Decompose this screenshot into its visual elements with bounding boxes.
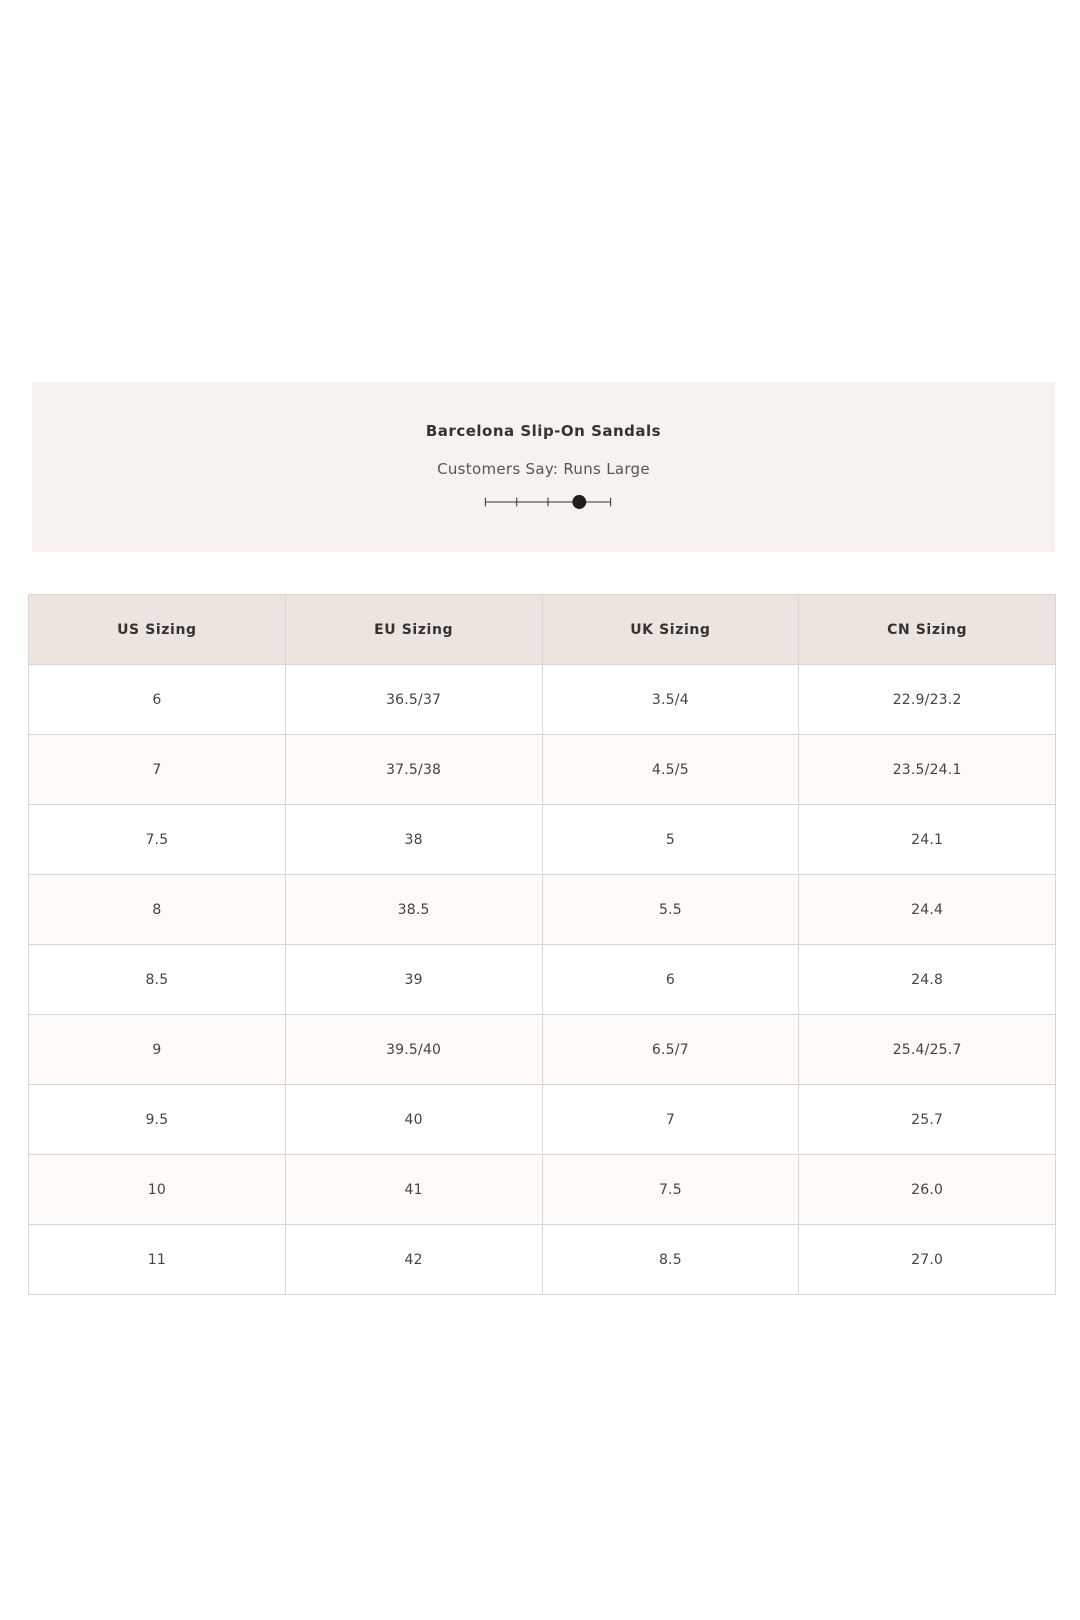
- cn-size-cell: 27.0: [799, 1225, 1056, 1295]
- fit-scale-marker: [572, 495, 586, 509]
- cn-size-cell: 22.9/23.2: [799, 665, 1056, 735]
- cn-size-cell: 24.4: [799, 875, 1056, 945]
- header-cn-sizing: CN Sizing: [799, 595, 1056, 665]
- fit-summary: Customers Say: Runs Large: [437, 460, 650, 478]
- table-row: [29, 875, 1056, 945]
- us-size-cell: 6: [29, 665, 286, 735]
- uk-size-cell: 5: [542, 805, 799, 875]
- table-row: [29, 735, 1056, 805]
- uk-size-cell: 3.5/4: [542, 665, 799, 735]
- uk-size-cell: 5.5: [542, 875, 799, 945]
- uk-size-cell: 4.5/5: [542, 735, 799, 805]
- eu-size-cell: 40: [285, 1085, 542, 1155]
- header-uk-sizing: UK Sizing: [542, 595, 799, 665]
- table-row: [29, 1155, 1056, 1225]
- table-row: [29, 1085, 1056, 1155]
- us-size-cell: 8.5: [29, 945, 286, 1015]
- us-size-cell: 11: [29, 1225, 286, 1295]
- us-size-cell: 9.5: [29, 1085, 286, 1155]
- table-row: [29, 1225, 1056, 1295]
- eu-size-cell: 36.5/37: [285, 665, 542, 735]
- cn-size-cell: 24.8: [799, 945, 1056, 1015]
- us-size-cell: 7: [29, 735, 286, 805]
- us-size-cell: 7.5: [29, 805, 286, 875]
- eu-size-cell: 41: [285, 1155, 542, 1225]
- fit-rating-panel: [32, 382, 1055, 552]
- table-row: [29, 805, 1056, 875]
- cn-size-cell: 25.4/25.7: [799, 1015, 1056, 1085]
- cn-size-cell: 26.0: [799, 1155, 1056, 1225]
- size-chart-table: [28, 594, 1056, 1295]
- us-size-cell: 9: [29, 1015, 286, 1085]
- uk-size-cell: 6: [542, 945, 799, 1015]
- eu-size-cell: 39.5/40: [285, 1015, 542, 1085]
- uk-size-cell: 8.5: [542, 1225, 799, 1295]
- uk-size-cell: 7.5: [542, 1155, 799, 1225]
- table-row: [29, 665, 1056, 735]
- eu-size-cell: 38.5: [285, 875, 542, 945]
- table-row: [29, 945, 1056, 1015]
- fit-scale: [468, 489, 628, 515]
- size-chart-body: [29, 665, 1056, 1295]
- cn-size-cell: 25.7: [799, 1085, 1056, 1155]
- product-name: Barcelona Slip-On Sandals: [425, 422, 662, 440]
- header-row: [29, 595, 1056, 665]
- us-size-cell: 8: [29, 875, 286, 945]
- cn-size-cell: 23.5/24.1: [799, 735, 1056, 805]
- eu-size-cell: 42: [285, 1225, 542, 1295]
- cn-size-cell: 24.1: [799, 805, 1056, 875]
- table-row: [29, 1015, 1056, 1085]
- eu-size-cell: 37.5/38: [285, 735, 542, 805]
- header-us-sizing: US Sizing: [29, 595, 286, 665]
- eu-size-cell: 39: [285, 945, 542, 1015]
- eu-size-cell: 38: [285, 805, 542, 875]
- us-size-cell: 10: [29, 1155, 286, 1225]
- uk-size-cell: 6.5/7: [542, 1015, 799, 1085]
- header-eu-sizing: EU Sizing: [285, 595, 542, 665]
- uk-size-cell: 7: [542, 1085, 799, 1155]
- size-chart-header: [29, 595, 1056, 665]
